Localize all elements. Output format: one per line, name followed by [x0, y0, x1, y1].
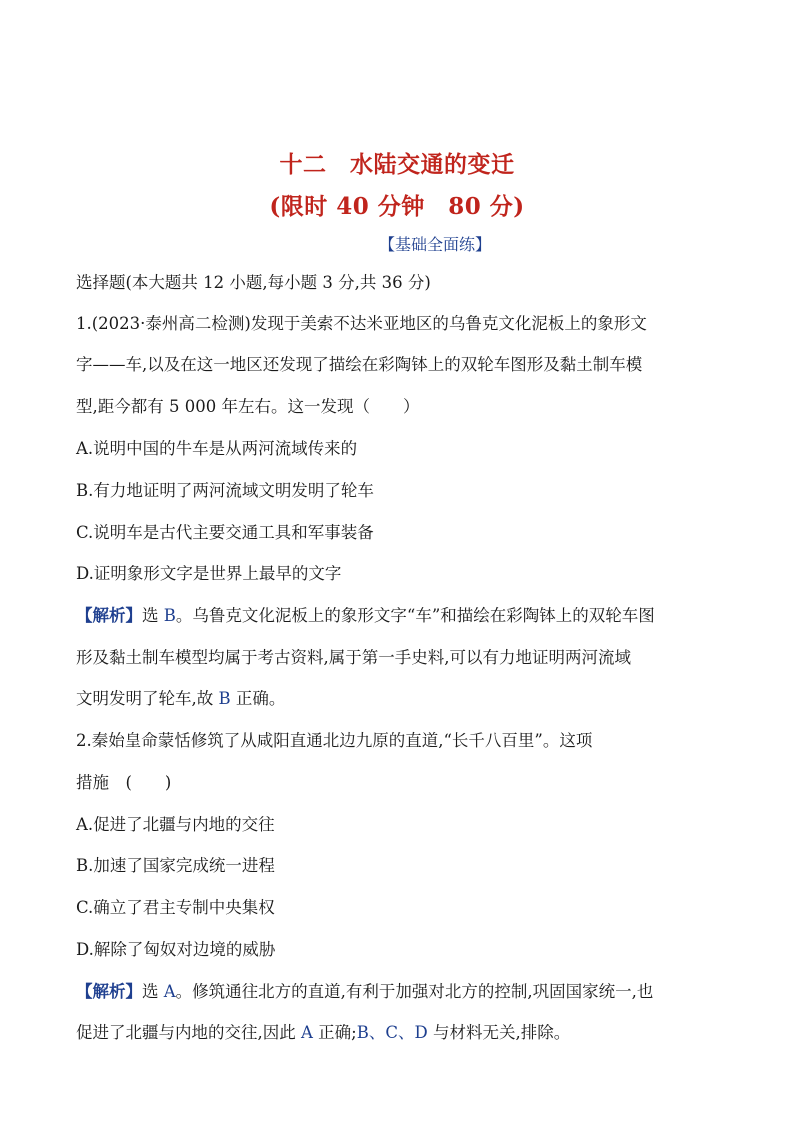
q1-analysis-line-3: 文明发明了轮车,故 B 正确。	[76, 689, 286, 708]
q2-option-c: C.确立了君主专制中央集权	[76, 898, 275, 917]
q1-stem-line-1: 1.(2023·泰州高二检测)发现于美索不达米亚地区的乌鲁克文化泥板上的象形文	[76, 314, 647, 333]
q2-analysis-line-1: 【解析】选 A。修筑通往北方的直道,有利于加强对北方的控制,巩固国家统一,也	[76, 982, 654, 1001]
answer-letter: B	[218, 689, 231, 708]
page-title: 十二 水陆交通的变迁	[279, 151, 515, 178]
q1-option-b: B.有力地证明了两河流域文明发明了轮车	[76, 481, 374, 500]
answer-letter: A	[163, 982, 176, 1001]
q2-analysis-line-2: 促进了北疆与内地的交往,因此 A 正确;B、C、D 与材料无关,排除。	[76, 1023, 571, 1042]
q2-option-a: A.促进了北疆与内地的交往	[76, 815, 275, 834]
q1-stem-line-3: 型,距今都有 5 000 年左右。这一发现（ ）	[76, 397, 420, 416]
time-limit-subtitle: (限时 40 分钟 80 分)	[269, 193, 525, 220]
q2-option-b: B.加速了国家完成统一进程	[76, 856, 275, 875]
q1-stem-line-2: 字——车,以及在这一地区还发现了描绘在彩陶钵上的双轮车图形及黏土制车模	[76, 355, 643, 374]
section-label: 【基础全面练】	[378, 235, 491, 254]
q1-option-d: D.证明象形文字是世界上最早的文字	[76, 564, 342, 583]
q1-analysis-line-1: 【解析】选 B。乌鲁克文化泥板上的象形文字“车”和描绘在彩陶钵上的双轮车图	[76, 606, 655, 625]
analysis-label: 【解析】	[76, 606, 142, 625]
answer-letters: B、C、D	[356, 1023, 428, 1042]
answer-letter: B	[163, 606, 176, 625]
q2-stem-line-2: 措施 ( )	[76, 773, 172, 792]
q1-option-a: A.说明中国的牛车是从两河流域传来的	[76, 439, 358, 458]
analysis-label: 【解析】	[76, 982, 142, 1001]
intro-text: 选择题(本大题共 12 小题,每小题 3 分,共 36 分)	[76, 273, 431, 292]
answer-letter: A	[301, 1023, 313, 1042]
q2-option-d: D.解除了匈奴对边境的威胁	[76, 940, 276, 959]
q1-analysis-line-2: 形及黏土制车模型均属于考古资料,属于第一手史料,可以有力地证明两河流域	[76, 648, 631, 667]
q2-stem-line-1: 2.秦始皇命蒙恬修筑了从咸阳直通北边九原的直道,“长千八百里”。这项	[76, 731, 593, 750]
q1-option-c: C.说明车是古代主要交通工具和军事装备	[76, 523, 374, 542]
